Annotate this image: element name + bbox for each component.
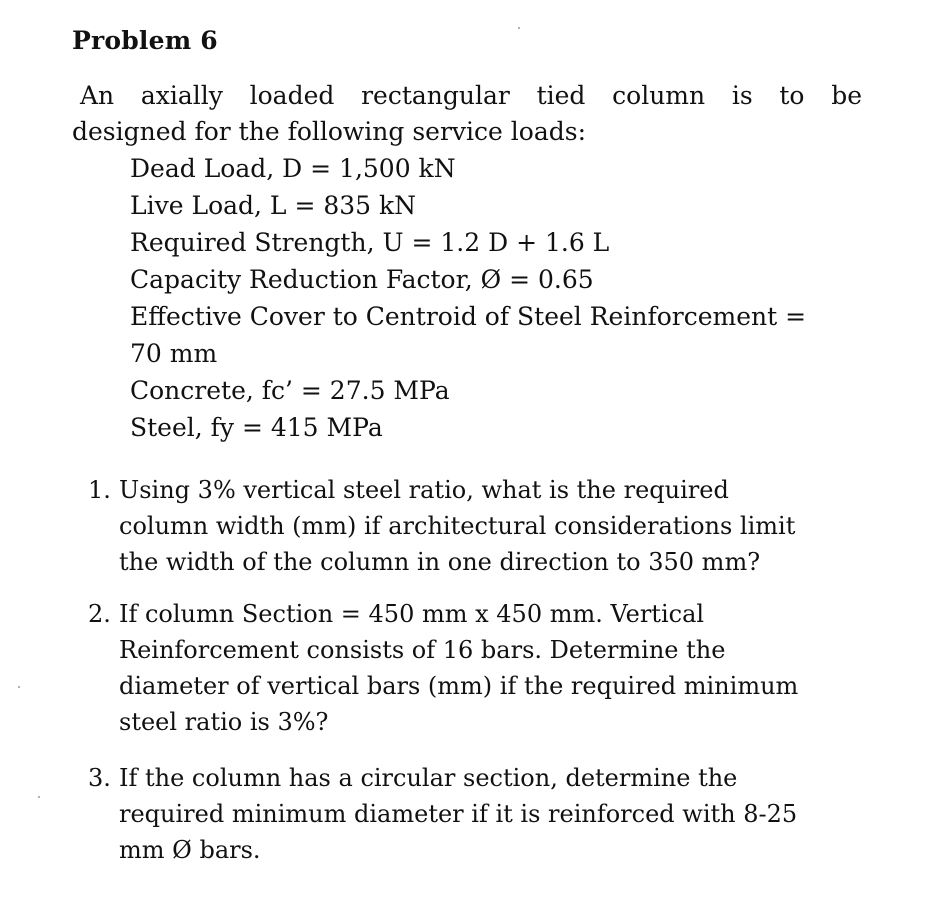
problem-statement-line: An axially loaded rectangular tied column is to be (80, 81, 862, 110)
scan-speck (18, 686, 20, 688)
question-line: diameter of vertical bars (mm) if the required minimum (119, 672, 799, 700)
question-line: Reinforcement consists of 16 bars. Determine the (119, 636, 726, 664)
problem-statement-line: designed for the following service loads: (72, 117, 587, 146)
question-number: 1. (88, 476, 111, 504)
question-line: the width of the column in one direction to 350 mm? (119, 548, 761, 576)
given-capacity-reduction-factor: Capacity Reduction Factor, Ø = 0.65 (130, 265, 594, 294)
question-line: If column Section = 450 mm x 450 mm. Vertical (119, 600, 705, 628)
given-effective-cover: Effective Cover to Centroid of Steel Reinforcement = (130, 302, 807, 331)
given-data-list (130, 150, 806, 446)
scan-speck (38, 796, 40, 798)
question-text (119, 472, 878, 580)
question-line: steel ratio is 3%? (119, 708, 329, 736)
question-line: If the column has a circular section, determine the (119, 764, 738, 792)
problem-statement (72, 78, 862, 150)
given-required-strength: Required Strength, U = 1.2 D + 1.6 L (130, 228, 610, 257)
question-number: 3. (88, 764, 111, 792)
question-text (119, 596, 878, 740)
question-line: column width (mm) if architectural considerations limit (119, 512, 796, 540)
given-effective-cover-value: 70 mm (130, 339, 218, 368)
question-3 (88, 760, 878, 868)
question-1 (88, 472, 878, 580)
given-live-load: Live Load, L = 835 kN (130, 191, 417, 220)
question-number: 2. (88, 600, 111, 628)
given-concrete-strength: Concrete, fc’ = 27.5 MPa (130, 376, 450, 405)
problem-title: Problem 6 (72, 26, 218, 55)
scan-speck (518, 27, 520, 29)
question-line: mm Ø bars. (119, 836, 261, 864)
question-line: required minimum diameter if it is reinforced with 8-25 (119, 800, 798, 828)
given-dead-load: Dead Load, D = 1,500 kN (130, 154, 456, 183)
question-text (119, 760, 878, 868)
question-line: Using 3% vertical steel ratio, what is the required (119, 476, 729, 504)
question-2 (88, 596, 878, 740)
given-steel-strength: Steel, fy = 415 MPa (130, 413, 383, 442)
